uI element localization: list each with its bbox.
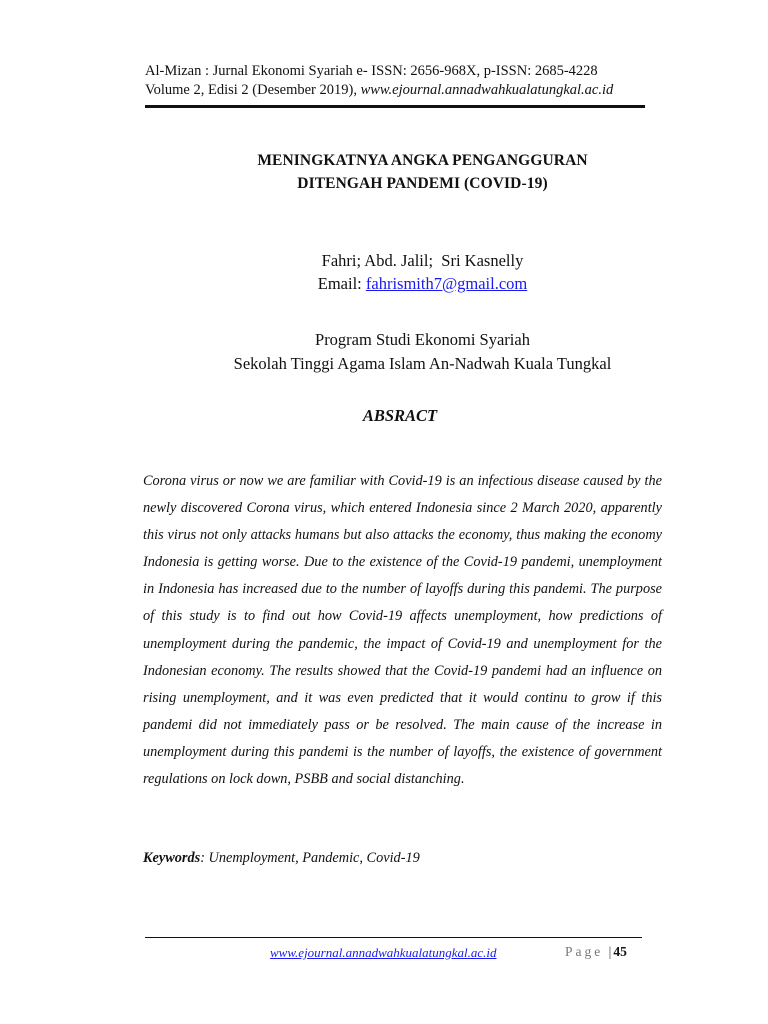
author-block — [145, 249, 700, 295]
abstract-heading: ABSRACT — [362, 406, 438, 425]
page-number: 45 — [613, 944, 627, 959]
footer-divider — [145, 937, 642, 938]
paper-title — [145, 149, 700, 195]
keywords-text: : Unemployment, Pandemic, Covid-19 — [200, 850, 420, 866]
paper-title-line-2: DITENGAH PANDEMI (COVID-19) — [297, 175, 548, 192]
footer-website-link[interactable]: www.ejournal.annadwahkualatungkal.ac.id — [270, 945, 497, 960]
journal-volume-line — [145, 81, 645, 100]
author-email-line — [145, 272, 700, 295]
abstract-text: Corona virus or now we are familiar with Covid-19 is an infectious disease caused by the newly discovered Corona virus, which entered Indonesia since 2 March 2020, apparently this virus not only attacks humans but also attacks the economy, thus making the economy Indonesia is getting worse. Due to the existence of the Covid-19 pandemi, unemployment in Indonesia has increased due to the number of layoffs during this pandemi. The purpose of this study is to find out how Covid-19 affects unemployment, how predictions of unemployment during the pandemic, the impact of Covid-19 and unemployment for the Indonesian economy. The results showed that the Covid-19 pandemi had an influence on rising unemployment, and it was even predicted that it would continu to grow if this pandemi did not immediately pass or be resolved. The main cause of the increase in unemployment during this pandemi is the number of layoffs, the existence of government regulations on lock down, PSBB and social distanching. — [143, 473, 662, 788]
page-indicator — [565, 944, 627, 960]
author-email-link[interactable]: fahrismith7@gmail.com — [365, 274, 528, 293]
header-divider — [145, 105, 645, 108]
paper-title-line-1: MENINGKATNYA ANGKA PENGANGGURAN — [257, 152, 588, 169]
journal-volume-text: Volume 2, Edisi 2 (Desember 2019), — [145, 82, 361, 98]
affiliation-institution: Sekolah Tinggi Agama Islam An-Nadwah Kuala Tungkal — [233, 354, 612, 373]
journal-issn-line: Al-Mizan : Jurnal Ekonomi Syariah e- ISSN: 2656-968X, p-ISSN: 2685-4228 — [145, 63, 598, 79]
journal-website-text: www.ejournal.annadwahkualatungkal.ac.id — [360, 82, 614, 98]
page-separator: | — [608, 944, 612, 959]
journal-header — [145, 62, 645, 100]
keywords-label: Keywords — [143, 850, 201, 866]
author-names: Fahri; Abd. Jalil; Sri Kasnelly — [321, 251, 524, 270]
affiliation-block — [145, 328, 700, 376]
affiliation-program: Program Studi Ekonomi Syariah — [315, 330, 530, 349]
email-label: Email: — [317, 274, 366, 293]
keywords-line — [143, 850, 663, 867]
page-word: Page — [565, 944, 604, 959]
